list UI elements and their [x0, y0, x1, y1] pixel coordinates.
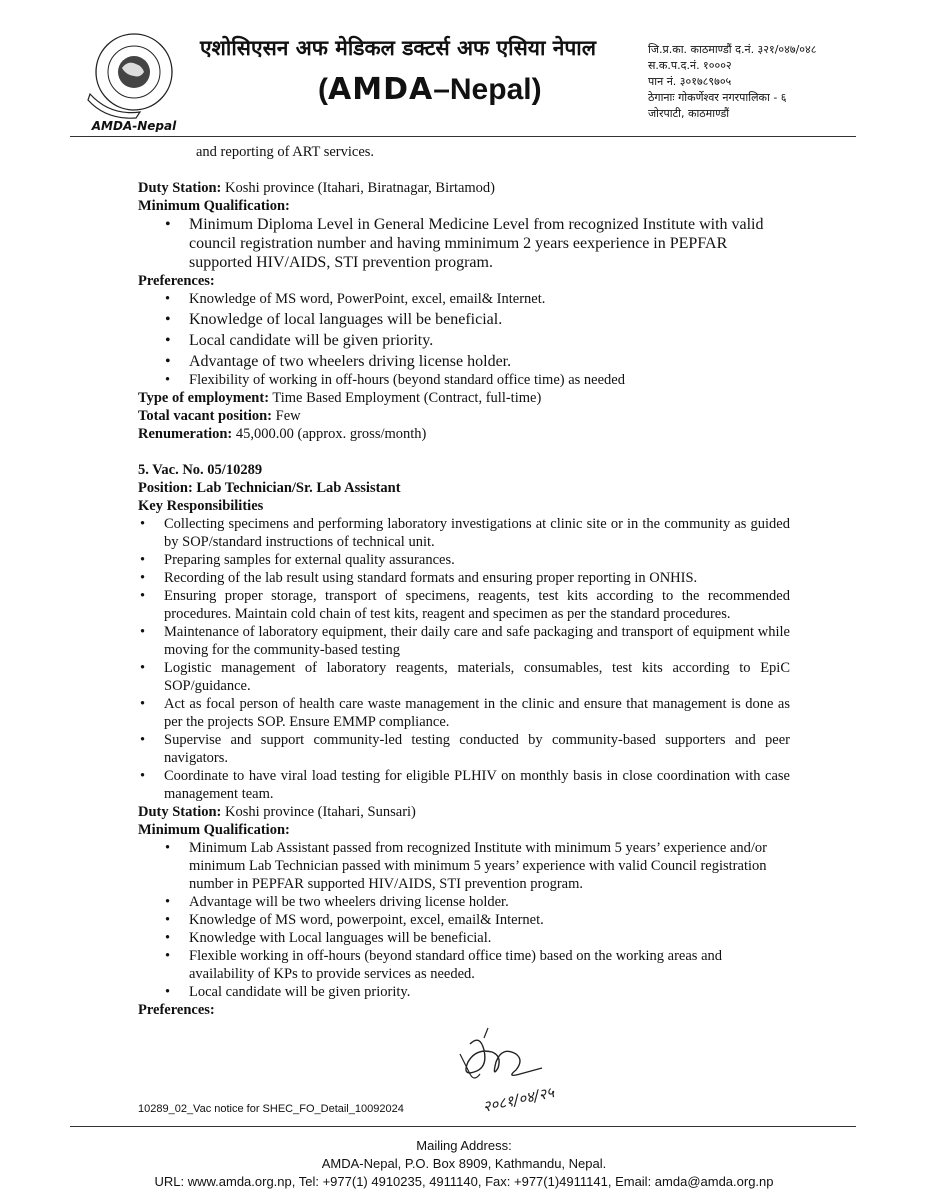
list-item: • Local candidate will be given priority. — [138, 983, 790, 1001]
vacant-positions: Total vacant position: Few — [138, 408, 301, 424]
preferences-heading-5: Preferences: — [138, 1002, 215, 1018]
continued-text: and reporting of ART services. — [196, 144, 375, 160]
list-item: • Knowledge of local languages will be beneficial. — [138, 310, 790, 329]
mailing-label: Mailing Address: — [416, 1138, 512, 1153]
duty-station-5: Duty Station: Koshi province (Itahari, Sunsari) — [138, 804, 416, 820]
list-item: • Knowledge of MS word, PowerPoint, excel, email& Internet. — [138, 290, 790, 308]
list-item: • Minimum Lab Assistant passed from recognized Institute with minimum 5 years’ experience and/or minimum Lab Technician passed with minimum 5 years’ experience with valid Council registration number in PEPFAR supported HIV/AIDS, STI prevention program. — [138, 839, 790, 893]
list-item: • Coordinate to have viral load testing for eligible PLHIV on monthly basis in close coordination with case management team. — [138, 767, 790, 803]
reg-line: स.क.प.द.नं. १०००२ — [648, 59, 732, 72]
footer-divider — [70, 1126, 856, 1127]
reg-line: जोरपाटी, काठमाण्डौं — [648, 107, 730, 120]
list-item: • Act as focal person of health care waste management in the clinic and ensure that management is done as per the projects SOP. Ensure EMMP compliance. — [138, 695, 790, 731]
header-divider — [70, 136, 856, 137]
list-item: • Advantage of two wheelers driving license holder. — [138, 352, 790, 371]
notice-body — [138, 143, 790, 1019]
preferences-list-4 — [138, 290, 790, 389]
amda-seal-icon — [80, 28, 192, 132]
list-item: • Collecting specimens and performing laboratory investigations at clinic site or in the community as guided by SOP/standard instructions of technical unit. — [138, 515, 790, 551]
list-item: • Ensuring proper storage, transport of specimens, reagents, test kits according to the recommended procedures. Maintain cold chain of test kits, reagent and specimen as per the standard procedures. — [138, 587, 790, 623]
letterhead — [0, 0, 928, 140]
min-qualification-list-4 — [138, 215, 790, 272]
signature — [440, 1024, 620, 1124]
min-qualification-heading-5: Minimum Qualification: — [138, 822, 290, 838]
employment-type: Type of employment: Time Based Employment (Contract, full-time) — [138, 390, 542, 406]
list-item: • Recording of the lab result using standard formats and ensuring proper reporting in ONHIS. — [138, 569, 790, 587]
svg-text:AMDA-Nepal: AMDA-Nepal — [91, 119, 177, 132]
position-title: Position: Lab Technician/Sr. Lab Assistant — [138, 480, 401, 496]
list-item: • Advantage will be two wheelers driving license holder. — [138, 893, 790, 911]
mailing-address: AMDA-Nepal, P.O. Box 8909, Kathmandu, Nepal. — [321, 1156, 607, 1171]
key-responsibilities-heading: Key Responsibilities — [138, 498, 264, 514]
org-title-english: (AMDA–Nepal) — [318, 72, 542, 107]
list-item: • Maintenance of laboratory equipment, their daily care and safe packaging and transport of equipment while moving for the community-based testing — [138, 623, 790, 659]
remuneration: Renumeration: 45,000.00 (approx. gross/month) — [138, 426, 427, 442]
reg-line: जि.प्र.का. काठमाण्डौं द.नं. ३२१/०४७/०४८ — [648, 43, 817, 56]
svg-text:२०८१/०४/२५: २०८१/०४/२५ — [481, 1083, 556, 1116]
list-item: • Preparing samples for external quality assurances. — [138, 551, 790, 569]
list-item: • Local candidate will be given priority. — [138, 331, 790, 350]
amda-logo-text: AMDA — [328, 72, 434, 107]
org-title-nepali: एशोसिएसन अफ मेडिकल डक्टर्स अफ एसिया नेपाल — [200, 36, 596, 60]
vacancy-number: 5. Vac. No. 05/10289 — [138, 462, 263, 478]
list-item: • Flexible working in off-hours (beyond standard office time) based on the working areas and availability of KPs to provide services as needed. — [138, 947, 790, 983]
reg-line: पान नं. ३०१७८९७०५ — [648, 75, 732, 88]
list-item: • Flexibility of working in off-hours (beyond standard office time) as needed — [138, 371, 790, 389]
reg-line: ठेगानाः गोकर्णेश्वर नगरपालिका - ६ — [648, 91, 787, 104]
preferences-heading-4: Preferences: — [138, 273, 215, 289]
duty-station-4: Duty Station: Koshi province (Itahari, Biratnagar, Birtamod) — [138, 180, 496, 196]
key-responsibilities-list — [138, 515, 790, 803]
min-qualification-list-5 — [138, 839, 790, 1001]
registration-details — [648, 42, 816, 122]
contact-details: URL: www.amda.org.np, Tel: +977(1) 4910235, 4911140, Fax: +977(1)4911141, Email: amda@amda.org.np — [154, 1174, 774, 1189]
list-item: • Supervise and support community-led testing conducted by community-based supporters and peer navigators. — [138, 731, 790, 767]
min-qualification-heading-4: Minimum Qualification: — [138, 198, 290, 214]
document-reference: 10289_02_Vac notice for SHEC_FO_Detail_10092024 — [138, 1103, 404, 1115]
list-item: • Knowledge of MS word, powerpoint, excel, email& Internet. — [138, 911, 790, 929]
list-item: • Logistic management of laboratory reagents, materials, consumables, test kits according to EpiC SOP/guidance. — [138, 659, 790, 695]
list-item: • Minimum Diploma Level in General Medicine Level from recognized Institute with valid council registration number and having mminimum 2 years eexperience in PEPFAR supported HIV/AIDS, STI prevention program. — [138, 215, 790, 272]
list-item: • Knowledge with Local languages will be beneficial. — [138, 929, 790, 947]
